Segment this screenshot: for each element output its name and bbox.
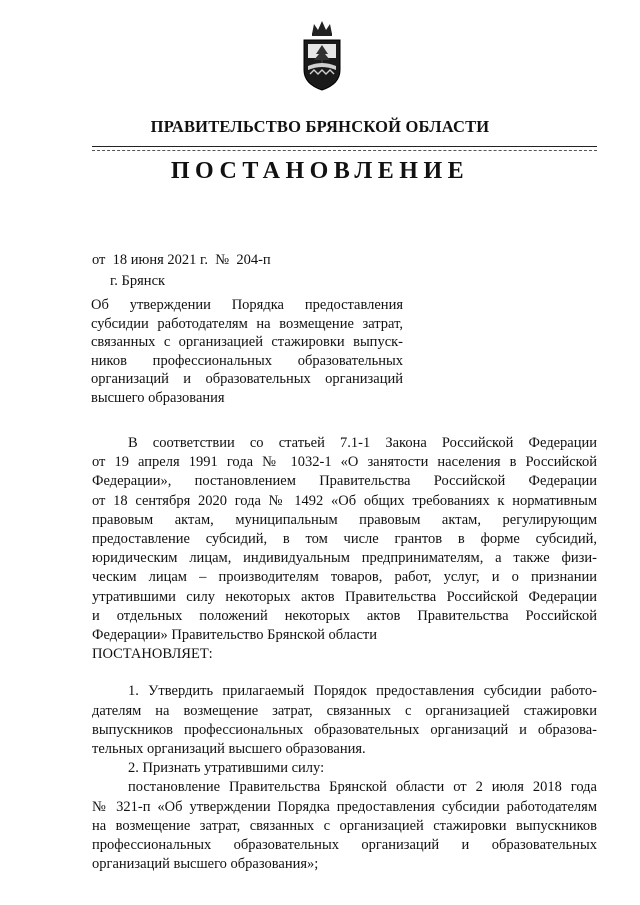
preamble-line: Федерации» Правительство Брянской области	[92, 627, 377, 644]
preamble-line: утратившими силу некоторых актов Правительства Российской Федерации	[92, 588, 597, 605]
item1-line: дателям на возмещение затрат, связанных с организацией стажировки	[92, 702, 597, 719]
city: г. Брянск	[110, 273, 166, 289]
item2-line: организаций высшего образования»;	[92, 856, 319, 873]
subject-line: организаций и образовательных организаций	[91, 371, 403, 388]
item1-line: 1. Утвердить прилагаемый Порядок предоставления субсидии работо-	[128, 683, 597, 700]
item1-line: выпускников профессиональных образовательных организаций и образова-	[92, 721, 597, 738]
subject-line: высшего образования	[91, 389, 225, 406]
preamble-line: юридическим лицам, индивидуальным предпринимателям, а также физи-	[92, 550, 597, 567]
header-rule-thin	[92, 150, 597, 151]
subject-line: связанных с организацией стажировки выпуск-	[91, 334, 403, 351]
preamble-line: Федерации», постановлением Правительства Российской Федерации	[92, 473, 597, 490]
item1-paragraph	[92, 682, 597, 701]
item2-line: профессиональных образовательных организаций и образовательных	[92, 837, 597, 854]
preamble-line: и отдельных положений некоторых актов Правительства Российской	[92, 607, 597, 624]
preamble-line: предоставление субсидий, в том числе грантов в форме субсидий,	[92, 531, 597, 548]
document-subject	[91, 296, 403, 408]
document-body	[92, 434, 597, 874]
preamble-line: от 18 сентября 2020 года № 1492 «Об общих требованиях к нормативным	[92, 492, 597, 509]
document-type-title: ПОСТАНОВЛЕНИЕ	[170, 158, 470, 184]
coat-of-arms-emblem	[300, 18, 344, 92]
item2-paragraph	[92, 778, 597, 797]
government-name: ПРАВИТЕЛЬСТВО БРЯНСКОЙ ОБЛАСТИ	[150, 117, 490, 136]
preamble-line: ческим лицам – производителям товаров, работ, услуг, и о признании	[92, 569, 597, 586]
header-rule	[92, 146, 597, 147]
preamble-line: от 19 апреля 1991 года № 1032-1 «О занятости населения в Российской	[92, 454, 597, 471]
item1-line: тельных организаций высшего образования.	[92, 741, 366, 758]
subject-line: Об утверждении Порядка предоставления	[91, 297, 403, 313]
preamble-line: правовым актам, муниципальным правовым актам, регулирующим	[92, 511, 597, 528]
resolves-heading: ПОСТАНОВЛЯЕТ:	[92, 646, 213, 663]
date-and-number: от 18 июня 2021 г. № 204-п	[92, 252, 271, 268]
subject-line: субсидии работодателям на возмещение затрат,	[91, 315, 403, 332]
item2-line: на возмещение затрат, связанных с организацией стажировки выпускников	[92, 817, 597, 834]
subject-line: ников профессиональных образовательных	[91, 352, 403, 369]
item2-heading: 2. Признать утратившими силу:	[128, 760, 325, 777]
preamble-paragraph	[92, 434, 597, 453]
item2-line: постановление Правительства Брянской области от 2 июля 2018 года	[128, 779, 597, 796]
preamble-line: В соответствии со статьей 7.1-1 Закона Российской Федерации	[128, 435, 597, 451]
item2-line: № 321-п «Об утверждении Порядка предоставления субсидии работодателям	[92, 798, 597, 815]
